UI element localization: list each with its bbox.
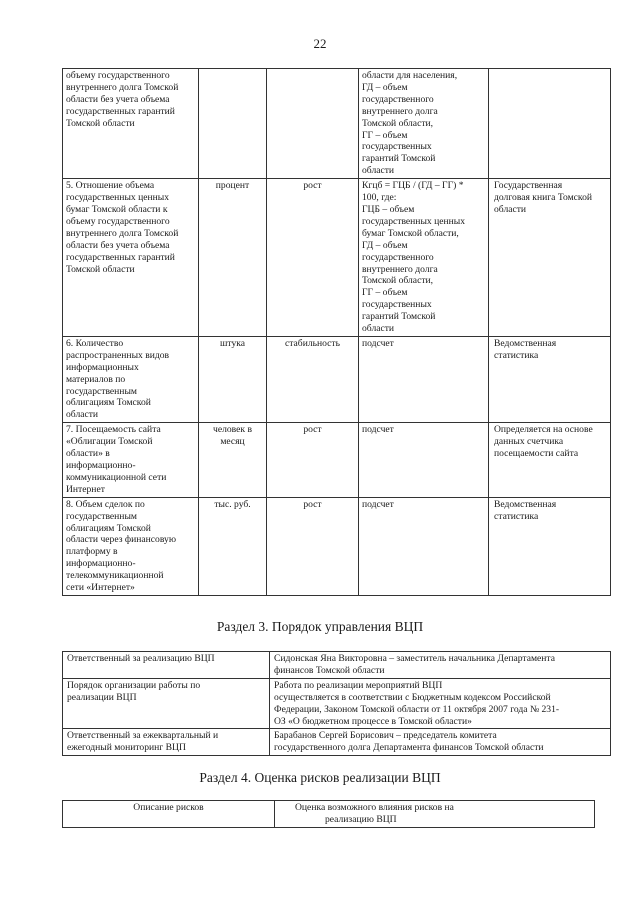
data-source-cell	[489, 69, 611, 179]
indicator-name-line: Томской области	[66, 117, 135, 129]
indicator-name-line: внутреннего долга Томской	[66, 227, 179, 239]
unit-cell: штука	[199, 336, 267, 422]
data-source-line: данных счетчика	[494, 436, 564, 448]
management-row	[63, 729, 611, 756]
calculation-method-line: государственного	[362, 251, 434, 263]
unit-cell: тыс. руб.	[199, 497, 267, 595]
calculation-method-line: области	[362, 323, 395, 335]
indicator-name-cell	[63, 69, 199, 179]
indicator-row	[63, 497, 611, 595]
calculation-method-cell	[359, 423, 489, 497]
management-row	[63, 652, 611, 679]
management-label-cell	[63, 729, 270, 756]
trend-cell: рост	[267, 497, 359, 595]
data-source-line: посещаемости сайта	[494, 448, 579, 460]
management-value-cell	[270, 729, 611, 756]
calculation-method-line: подсчет	[362, 424, 394, 436]
management-label-line: Порядок организации работы по	[67, 679, 201, 691]
management-table	[62, 651, 611, 756]
calculation-method-line: области для населения,	[362, 70, 458, 81]
unit-cell	[199, 69, 267, 179]
data-source-line: статистика	[494, 510, 539, 522]
indicator-row	[63, 179, 611, 337]
indicator-name-line: Интернет	[66, 483, 105, 495]
indicator-name-line: бумаг Томской области к	[66, 203, 168, 215]
indicator-name-line: области	[66, 409, 99, 421]
calculation-method-line: Томской области,	[362, 117, 434, 129]
indicator-name-line: облигациям Томской	[66, 397, 151, 409]
indicator-name-line: «Облигации Томской	[66, 436, 153, 448]
calculation-method-cell	[359, 497, 489, 595]
management-value-line: Работа по реализации мероприятий ВЦП	[274, 679, 443, 691]
indicator-name-line: телекоммуникационной	[66, 570, 164, 582]
risks-table	[62, 800, 595, 828]
indicator-name-cell	[63, 423, 199, 497]
indicator-row	[63, 69, 611, 179]
risks-impact-header	[275, 801, 595, 828]
indicator-name-line: государственных ценных	[66, 192, 169, 204]
calculation-method-line: внутреннего долга	[362, 105, 438, 117]
indicator-name-line: государственным	[66, 385, 137, 397]
management-value-line: государственного долга Департамента финансов Томской области	[274, 742, 544, 754]
management-label-line: Ответственный за реализацию ВЦП	[67, 653, 215, 664]
indicator-name-line: 7. Посещаемость сайта	[66, 424, 161, 436]
indicator-name-line: информационно-	[66, 460, 136, 471]
data-source-cell	[489, 423, 611, 497]
management-value-line: Федерации, Законом Томской области от 11 октября 2007 года № 231-	[274, 703, 560, 715]
indicator-name-cell	[63, 336, 199, 422]
indicator-name-line: 6. Количество	[66, 337, 124, 349]
data-source-line: Государственная	[494, 180, 563, 192]
calculation-method-line: бумаг Томской области,	[362, 227, 459, 239]
management-value-cell	[270, 652, 611, 679]
calculation-method-line: государственных	[362, 141, 432, 153]
calculation-method-line: подсчет	[362, 498, 394, 510]
calculation-method-line: государственного	[362, 93, 434, 105]
indicator-name-line: коммуникационной сети	[66, 471, 167, 483]
calculation-method-line: государственных	[362, 299, 432, 311]
calculation-method-line: ГГ – объем	[362, 287, 408, 299]
indicator-name-line: 8. Объем сделок по	[66, 498, 145, 510]
data-source-line: долговая книга Томской	[494, 192, 593, 204]
risks-description-header: Описание рисков	[63, 801, 275, 828]
indicator-name-line: области» в	[66, 448, 110, 460]
data-source-line: статистика	[494, 349, 539, 361]
indicator-name-line: платформу в	[66, 546, 118, 558]
management-label-cell	[63, 652, 270, 679]
trend-cell	[267, 69, 359, 179]
calculation-method-line: ГД – объем	[362, 239, 408, 251]
indicator-name-line: 5. Отношение объема	[66, 180, 155, 192]
indicator-name-cell	[63, 497, 199, 595]
indicator-name-line: облигациям Томской	[66, 522, 151, 534]
unit-cell: процент	[199, 179, 267, 337]
indicator-name-line: объему государственного	[66, 215, 170, 227]
page-number: 22	[313, 36, 327, 51]
management-value-line: ОЗ «О бюджетном процессе в Томской области»	[274, 715, 472, 727]
indicator-name-line: области через финансовую	[66, 534, 177, 546]
calculation-method-line: Томской области,	[362, 275, 434, 287]
calculation-method-line: государственных ценных	[362, 215, 465, 227]
trend-cell: рост	[267, 179, 359, 337]
risks-impact-header-line1: Оценка возможного влияния рисков на	[295, 802, 454, 813]
indicator-name-line: области без учета объема	[66, 239, 170, 251]
calculation-method-line: ГГ – объем	[362, 129, 408, 141]
trend-cell: рост	[267, 423, 359, 497]
data-source-cell	[489, 336, 611, 422]
indicator-name-line: материалов по	[66, 373, 126, 385]
indicator-name-line: сети «Интернет»	[66, 582, 135, 594]
calculation-method-line: ГЦБ – объем	[362, 203, 415, 215]
management-value-line: Сидонская Яна Викторовна – заместитель начальника Департамента	[274, 653, 555, 664]
indicator-name-line: информационно-	[66, 558, 136, 570]
indicator-row	[63, 423, 611, 497]
indicator-name-line: государственных гарантий	[66, 105, 175, 117]
section-3-title: Раздел 3. Порядок управления ВЦП	[216, 619, 424, 634]
indicator-name-line: распространенных видов	[66, 349, 170, 361]
risks-header-row	[63, 801, 595, 828]
indicator-row	[63, 336, 611, 422]
management-value-line: Барабанов Сергей Борисович – председатель комитета	[274, 730, 497, 742]
calculation-method-line: подсчет	[362, 337, 394, 349]
management-label-line: реализации ВЦП	[67, 691, 137, 703]
data-source-line: области	[494, 203, 527, 215]
calculation-method-line: гарантий Томской	[362, 311, 436, 323]
calculation-method-line: ГД – объем	[362, 81, 408, 93]
calculation-method-line: внутреннего долга	[362, 263, 438, 275]
management-value-line: финансов Томской области	[274, 664, 385, 676]
management-label-line: ежегодный мониторинг ВЦП	[67, 742, 186, 754]
indicator-name-line: государственным	[66, 510, 137, 522]
indicator-name-line: области без учета объема	[66, 93, 170, 105]
risks-impact-header-line2: реализацию ВЦП	[325, 813, 397, 825]
indicator-name-line: внутреннего долга Томской	[66, 81, 179, 93]
indicator-name-cell	[63, 179, 199, 337]
management-value-cell	[270, 678, 611, 729]
data-source-cell	[489, 497, 611, 595]
data-source-line: Определяется на основе	[494, 424, 593, 436]
calculation-method-cell	[359, 69, 489, 179]
data-source-line: Ведомственная	[494, 337, 557, 349]
section-4-title: Раздел 4. Оценка рисков реализации ВЦП	[199, 770, 441, 785]
calculation-method-line: области	[362, 165, 395, 177]
trend-cell: стабильность	[267, 336, 359, 422]
unit-cell: человек в месяц	[199, 423, 267, 497]
management-value-line: осуществляется в соответствии с Бюджетным кодексом Российской	[274, 691, 551, 703]
calculation-method-line: гарантий Томской	[362, 153, 436, 165]
indicator-name-line: информационных	[66, 361, 139, 373]
calculation-method-cell	[359, 336, 489, 422]
indicators-table	[62, 68, 611, 596]
calculation-method-line: Кгцб = ГЦБ / (ГД – ГГ) *	[362, 180, 464, 192]
calculation-method-line: 100, где:	[362, 192, 397, 204]
indicator-name-line: государственных гарантий	[66, 251, 175, 263]
indicator-name-line: Томской области	[66, 263, 135, 275]
management-row	[63, 678, 611, 729]
data-source-cell	[489, 179, 611, 337]
data-source-line: Ведомственная	[494, 498, 557, 510]
management-label-cell	[63, 678, 270, 729]
management-label-line: Ответственный за ежеквартальный и	[67, 730, 219, 742]
calculation-method-cell	[359, 179, 489, 337]
indicator-name-line: объему государственного	[66, 70, 170, 81]
